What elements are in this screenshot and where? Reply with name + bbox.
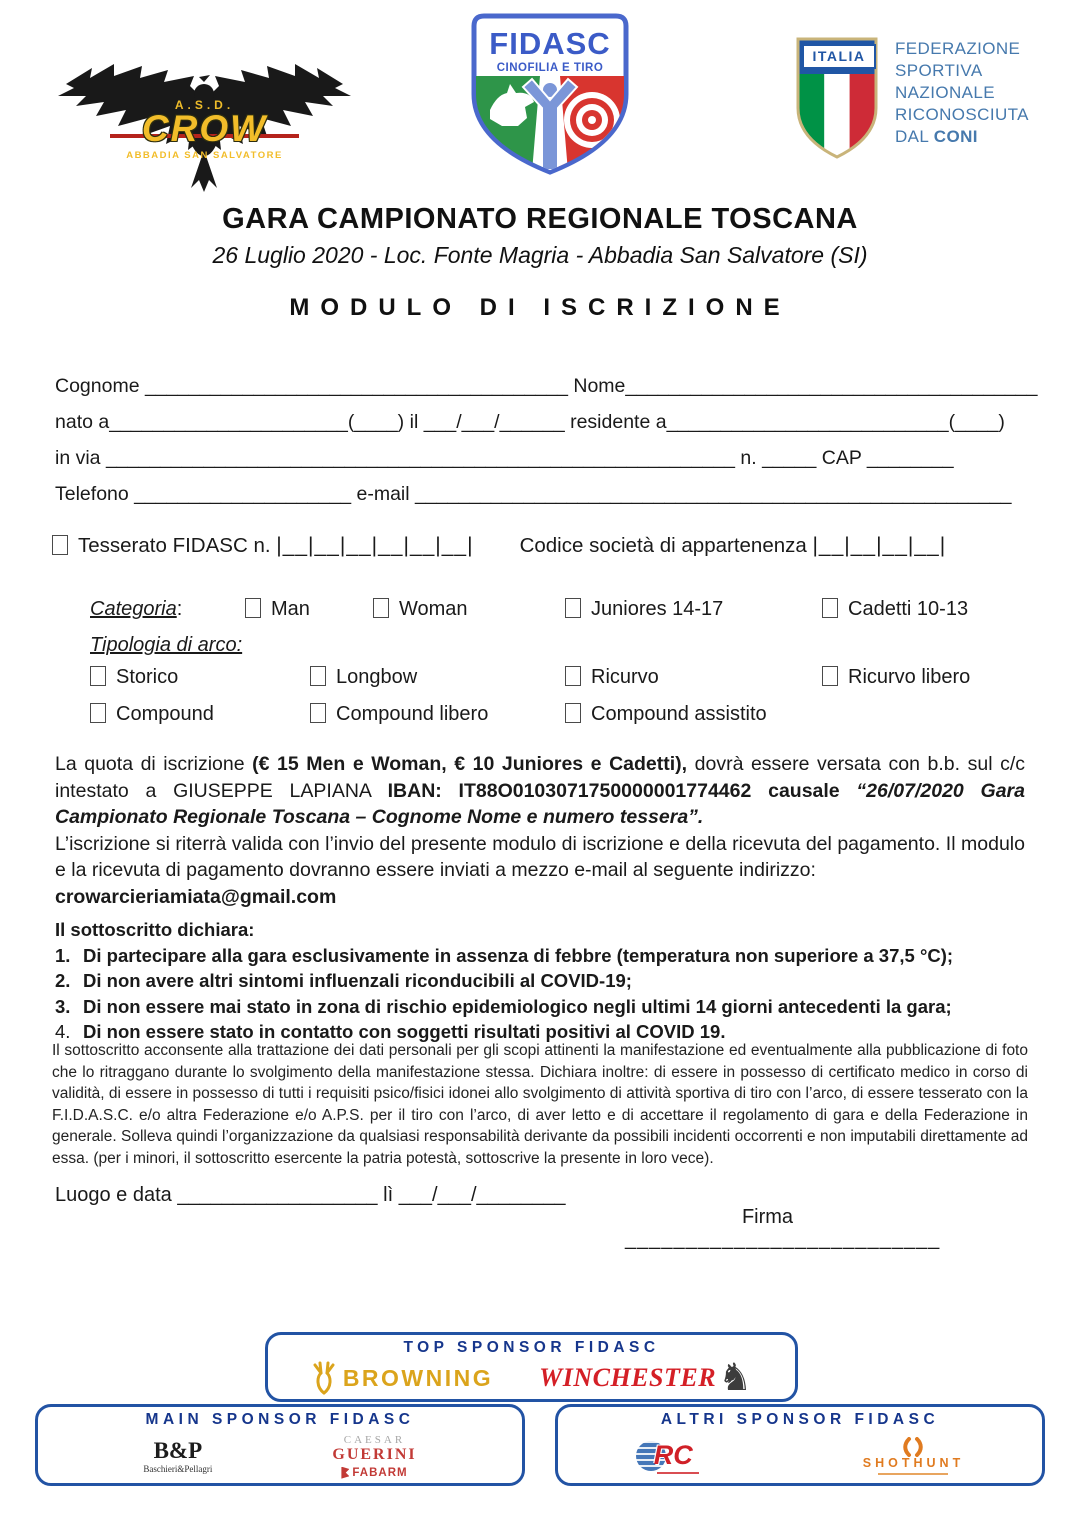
iscrizione-note: L’iscrizione si riterrà valida con l’invio del presente modulo di iscrizione e della ricevuta del pagamento. Il modulo e la ricevuta di pagamento dovranno essere inviati a mezzo e-mail al seguente indirizzo: bbox=[55, 832, 1025, 881]
top-sponsor-title: TOP SPONSOR FIDASC bbox=[403, 1339, 660, 1356]
declaration-item: 1. Di partecipare alla gara esclusivamente in assenza di febbre (temperatura non superiore a 37,5 °C); bbox=[55, 944, 954, 966]
checkbox-option-longbow[interactable]: Longbow bbox=[310, 666, 417, 689]
coni-line1: FEDERAZIONE bbox=[895, 39, 1021, 58]
checkbox-option-compound[interactable]: Compound bbox=[90, 703, 214, 726]
signature-field[interactable]: __________________________ bbox=[625, 1228, 941, 1250]
crow-subtitle-label: ABBADIA SAN SALVATORE bbox=[126, 150, 283, 161]
bp-wordmark: B&P bbox=[153, 1438, 203, 1464]
line-indirizzo bbox=[55, 447, 1025, 470]
declaration-item: 3. Di non essere mai stato in zona di rischio epidemiologico negli ultimi 14 giorni antecedenti la gara; bbox=[55, 995, 952, 1017]
luogo-data-label: Luogo e data bbox=[55, 1184, 178, 1206]
luogo-data-row bbox=[55, 1184, 566, 1207]
telefono-field[interactable]: ____________________ bbox=[134, 483, 352, 505]
top-sponsor-box bbox=[265, 1332, 798, 1402]
email-label: e-mail bbox=[351, 483, 415, 505]
checkbox-option-ricurvo-libero[interactable]: Ricurvo libero bbox=[822, 666, 970, 689]
checkbox-icon bbox=[822, 598, 838, 618]
shothunt-logo bbox=[863, 1437, 964, 1475]
numero-civico-field[interactable]: _____ bbox=[762, 447, 817, 469]
tesserato-checkbox[interactable] bbox=[52, 535, 68, 555]
tesserato-label: Tesserato FIDASC n. bbox=[78, 534, 277, 557]
nome-field[interactable]: ______________________________________ bbox=[625, 375, 1038, 397]
checkbox-icon bbox=[90, 703, 106, 723]
winchester-logo bbox=[539, 1359, 752, 1397]
caesar-guerini-logo bbox=[332, 1435, 416, 1479]
residenza-field[interactable]: __________________________ bbox=[666, 411, 949, 433]
form-title: MODULO DI ISCRIZIONE bbox=[289, 294, 791, 321]
event-date-location: 26 Luglio 2020 - Loc. Fonte Magria - Abbadia San Salvatore (SI) bbox=[212, 242, 868, 268]
declaration-heading: Il sottoscritto dichiara: bbox=[55, 919, 255, 940]
tesserato-row bbox=[52, 534, 946, 558]
cognome-label: Cognome bbox=[55, 375, 145, 397]
coni-line2: SPORTIVA NAZIONALE bbox=[895, 61, 995, 103]
rc-wordmark: RC bbox=[653, 1440, 693, 1471]
firma-label: Firma bbox=[741, 1206, 794, 1228]
checkbox-icon bbox=[565, 666, 581, 686]
guerini-wordmark: GUERINI bbox=[332, 1446, 417, 1463]
telefono-label: Telefono bbox=[55, 483, 135, 505]
checkbox-icon bbox=[565, 703, 581, 723]
italia-label: ITALIA bbox=[802, 44, 876, 69]
codice-societa-field[interactable]: |__|__|__|__| bbox=[812, 534, 947, 557]
quota-fees: (€ 15 Men e Woman, € 10 Juniores e Cadetti), bbox=[252, 753, 695, 775]
data-nascita-field[interactable]: ___/___/______ bbox=[423, 411, 565, 433]
declaration-item: 2. Di non avere altri sintomi influenzali riconducibili al COVID-19; bbox=[55, 970, 632, 991]
checkbox-option-man[interactable]: Man bbox=[245, 598, 310, 621]
numero-civico-label: n. bbox=[734, 447, 763, 469]
email-field[interactable]: _______________________________________________________ bbox=[415, 483, 1012, 505]
provincia-nascita-field[interactable]: (____) bbox=[347, 411, 405, 433]
causale-text: “26/07/2020 Gara Campionato Regionale Toscana – Cognome Nome e numero tessera”. bbox=[55, 779, 1025, 828]
quota-text2: dovrà essere versata con b.b. sul c/c intestato a GIUSEPPE LAPIANA bbox=[55, 753, 1025, 802]
codice-societa-label: Codice società di appartenenza bbox=[519, 534, 813, 557]
li-label: lì bbox=[377, 1184, 399, 1206]
checkbox-option-compound-libero[interactable]: Compound libero bbox=[310, 703, 488, 726]
main-sponsor-title: MAIN SPONSOR FIDASC bbox=[145, 1411, 415, 1428]
checkbox-option-juniores[interactable]: Juniores 14-17 bbox=[565, 598, 723, 621]
fidasc-name-label: FIDASC bbox=[489, 26, 611, 61]
line-nascita-residenza bbox=[55, 411, 1025, 434]
contact-email: crowarcieriamiata@gmail.com bbox=[55, 885, 337, 908]
quota-text: La quota di iscrizione bbox=[55, 753, 253, 775]
checkbox-option-ricurvo[interactable]: Ricurvo bbox=[565, 666, 659, 689]
privacy-consent-text: Il sottoscritto acconsente alla trattazione dei dati personali per gli scopi attinenti la manifestazione ed eventualmente alla pubblicazione di foto che lo ritraggano durante lo svolgimento della manifestazione stessa. Dichiara inoltre: di essere in possesso di certificato medico in corso di validità, di essere in possesso di tutti i requisiti psico/fisici idonei allo svolgimento di attività sportiva di tiro con l’arco, di essere tesserato con la F.I.D.A.S.C. e/o altra Federazione e/o A.P.S. per il tiro con l’arco, di aver letto e di accettare il regolamento di gara e della Federazione in generale. Solleva quindi l’organizzazione da qualsiasi responsabilità derivante da possibili incidenti occorrenti e non imputabili direttamente ad essa. (per i minori, il sottoscritto esercente la patria potestà, sottoscrive la presente in loro vece). bbox=[52, 1042, 1028, 1167]
checkbox-option-storico[interactable]: Storico bbox=[90, 666, 178, 689]
baschieri-pellagri-logo bbox=[143, 1439, 212, 1474]
rc-logo bbox=[636, 1440, 693, 1471]
shothunt-wordmark: SHOTHUNT bbox=[862, 1456, 965, 1470]
page-title: GARA CAMPIONATO REGIONALE TOSCANA bbox=[222, 203, 858, 235]
cognome-field[interactable]: _______________________________________ bbox=[144, 375, 568, 397]
coni-line4: DAL CONI bbox=[895, 127, 978, 147]
payment-instructions bbox=[55, 751, 1025, 910]
shothunt-tagline bbox=[878, 1473, 948, 1475]
browning-buckmark-icon bbox=[311, 1361, 337, 1395]
caesar-wordmark: CAESAR bbox=[343, 1434, 406, 1446]
categoria-label: Categoria: bbox=[90, 598, 183, 620]
altri-sponsor-box bbox=[555, 1404, 1045, 1486]
il-label: il bbox=[404, 411, 424, 433]
provincia-residenza-field[interactable]: (____) bbox=[948, 411, 1005, 433]
winchester-rider-icon: ♞ bbox=[718, 1357, 753, 1399]
iban-value: IBAN: IT88O0103071750000001774462 causale bbox=[387, 779, 857, 802]
via-field[interactable]: __________________________________________________________ bbox=[105, 447, 735, 469]
nato-label: nato a bbox=[55, 411, 110, 433]
line-contatti bbox=[55, 483, 1025, 506]
fidasc-subtitle-label: CINOFILIA E TIRO bbox=[496, 62, 604, 74]
luogo-field[interactable]: __________________ bbox=[177, 1184, 378, 1206]
main-sponsor-box bbox=[35, 1404, 525, 1486]
crow-asd-label: A.S.D. bbox=[174, 98, 235, 112]
checkbox-icon bbox=[310, 666, 326, 686]
checkbox-icon bbox=[245, 598, 261, 618]
checkbox-icon bbox=[822, 666, 838, 686]
winchester-wordmark: WINCHESTER bbox=[539, 1363, 717, 1392]
checkbox-icon bbox=[565, 598, 581, 618]
checkbox-option-cadetti[interactable]: Cadetti 10-13 bbox=[822, 598, 968, 621]
declaration-section bbox=[55, 917, 1040, 1045]
via-label: in via bbox=[55, 447, 106, 469]
checkbox-option-compound-assistito[interactable]: Compound assistito bbox=[565, 703, 767, 726]
fidasc-logo bbox=[468, 12, 632, 176]
crow-club-logo bbox=[52, 38, 357, 223]
declaration-item: 4. Di non essere stato in contatto con soggetti risultati positivi al COVID 19. bbox=[55, 1021, 726, 1042]
browning-logo bbox=[311, 1361, 493, 1395]
tessera-number-field[interactable]: |__|__|__|__|__|__| bbox=[276, 534, 474, 557]
shothunt-icon bbox=[902, 1437, 924, 1457]
nato-field[interactable]: ______________________ bbox=[109, 411, 348, 433]
coni-federation-logo bbox=[793, 34, 1080, 160]
checkbox-icon bbox=[310, 703, 326, 723]
cap-field[interactable]: ________ bbox=[866, 447, 954, 469]
residente-label: residente a bbox=[564, 411, 667, 433]
checkbox-icon bbox=[373, 598, 389, 618]
fabarm-logo: FABARM bbox=[332, 1467, 416, 1479]
nome-label: Nome bbox=[567, 375, 626, 397]
line-cognome-nome bbox=[55, 375, 1038, 398]
data-firma-field[interactable]: ___/___/________ bbox=[398, 1184, 566, 1206]
tipologia-arco-label: Tipologia di arco: bbox=[90, 634, 243, 656]
fabarm-icon bbox=[341, 1467, 349, 1479]
coni-text bbox=[895, 34, 1080, 160]
coni-line3: RICONOSCIUTA bbox=[895, 105, 1029, 125]
crow-name-label: CROW bbox=[141, 108, 268, 149]
browning-wordmark: BROWNING bbox=[342, 1364, 494, 1391]
altri-sponsor-title: ALTRI SPONSOR FIDASC bbox=[660, 1411, 940, 1428]
bp-subtitle: Baschieri&Pellagri bbox=[143, 1464, 213, 1475]
checkbox-icon bbox=[90, 666, 106, 686]
cap-label: CAP bbox=[816, 447, 867, 469]
checkbox-option-woman[interactable]: Woman bbox=[373, 598, 468, 621]
rc-tagline bbox=[657, 1472, 699, 1474]
